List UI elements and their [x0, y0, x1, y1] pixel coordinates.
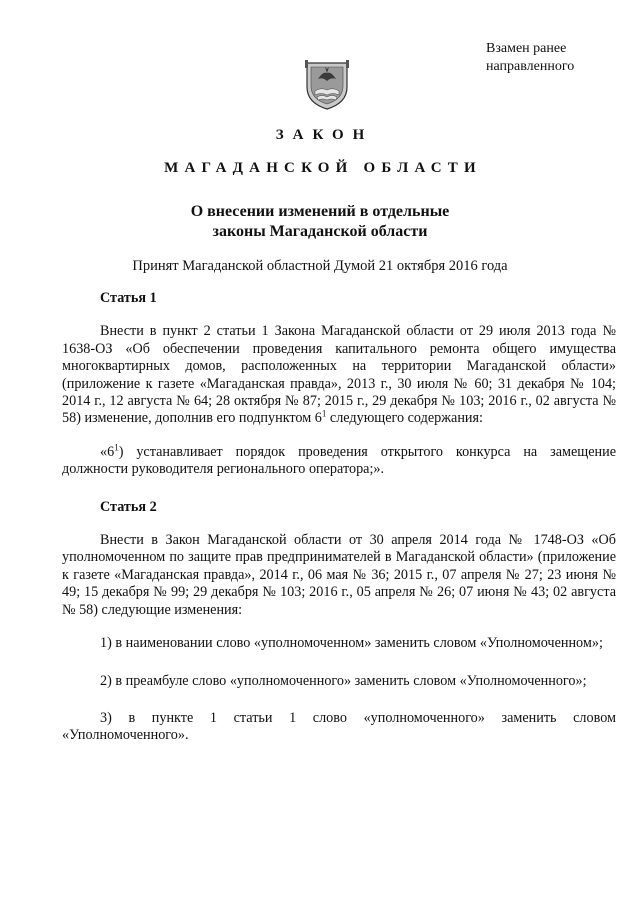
- subpoint-open: «6: [100, 443, 115, 460]
- region-title: МАГАДАНСКОЙ ОБЛАСТИ: [164, 160, 482, 176]
- article-2-paragraph: Внести в Закон Магаданской области от 30 апреля 2014 года № 1748-ОЗ «Об уполномоченном по защите прав предпринимателей в Магаданской области» (приложение к газете «Магаданская правда», 2014 г., 06 мая № 36; 2015 г., 07 апреля № 27; 23 июня № 49; 15 декабря № 99; 29 декабря № 103; 2016 г., 05 апреля № 26; 07 июня № 43; 02 августа № 58) следующие изменения:: [62, 532, 616, 618]
- article-1-paragraph: [62, 323, 616, 427]
- subpoint-text: ) устанавливает порядок проведения открытого конкурса на замещение должности руководителя регионального оператора;».: [62, 443, 616, 478]
- replacement-note-line2: направленного: [486, 59, 575, 74]
- law-subject-line1: О внесении изменений в отдельные: [190, 203, 450, 220]
- article-2-heading: Статья 2: [100, 498, 157, 515]
- law-subject: [0, 202, 640, 242]
- article-2-item-2: 2) в преамбуле слово «уполномоченного» заменить словом «Уполномоченного»;: [100, 672, 587, 689]
- document-body: [62, 290, 616, 745]
- replacement-note-line1: Взамен ранее: [486, 41, 567, 56]
- superscript: 1: [321, 408, 327, 419]
- adoption-line: Принят Магаданской областной Думой 21 октября 2016 года: [132, 258, 508, 274]
- article-1-subpoint: [62, 444, 616, 479]
- article-1-heading: Статья 1: [100, 290, 157, 306]
- magadan-coat-of-arms-icon: [303, 57, 351, 111]
- replacement-note: [486, 40, 574, 76]
- document-type-title: ЗАКОН: [275, 127, 374, 143]
- article-2-item-1: 1) в наименовании слово «уполномоченном» заменить словом «Уполномоченном»;: [100, 635, 603, 652]
- article-1-text-tail: следующего содержания:: [326, 410, 483, 427]
- article-2-item-3: 3) в пункте 1 статьи 1 слово «уполномоченного» заменить словом «Уполномоченного».: [62, 709, 616, 744]
- superscript: 1: [114, 442, 119, 453]
- article-1-text: Внести в пункт 2 статьи 1 Закона Магаданской области от 29 июля 2013 года № 1638-ОЗ «Об обеспечении проведения капитального ремонта общего имущества многоквартирных домов, расположенных на территории Магаданской области» (приложение к газете «Магаданская правда», 2013 г., 30 июля № 60; 31 декабря № 104; 2014 г., 12 августа № 64; 28 октября № 87; 2015 г., 29 декабря № 103; 2016 г., 02 августа № 58) изменение, дополнив его подпунктом 6: [62, 323, 616, 427]
- law-subject-line2: законы Магаданской области: [212, 223, 428, 240]
